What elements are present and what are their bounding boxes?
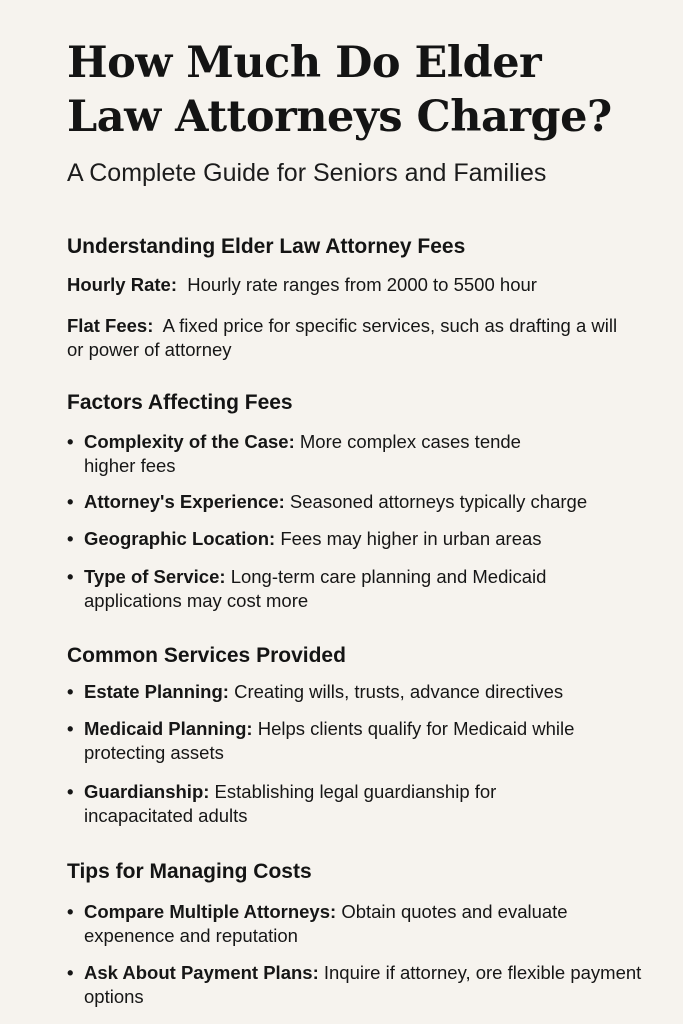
item-text: Helps clients qualify for Medicaid while protecting assets [84,718,575,763]
definition-term: Flat Fees: [67,315,154,336]
definition-flat-fees [67,314,623,362]
section-tips [67,859,655,885]
list-item [67,961,654,1009]
section-heading: Tips for Managing Costs [67,860,312,883]
item-text: Fees may higher in urban areas [280,528,542,549]
list-item [67,527,655,551]
item-term: Geographic Location: [84,528,276,549]
factors-list-2 [67,490,655,514]
bullet-icon: • [67,718,74,739]
bullet-icon: • [67,781,74,802]
services-list-3 [67,780,655,828]
section-heading: Factors Affecting Fees [67,391,293,414]
bullet-icon: • [67,431,74,452]
item-term: Compare Multiple Attorneys: [84,901,337,922]
item-term: Guardianship: [84,781,210,802]
page-subtitle: A Complete Guide for Seniors and Families [67,159,547,187]
section-heading: Common Services Provided [67,644,346,667]
list-item [67,717,584,765]
section-services [67,643,655,669]
item-text: Creating wills, trusts, advance directives [234,681,564,702]
list-item [67,900,654,948]
item-term: Attorney's Experience: [84,491,285,512]
services-list [67,680,655,704]
tips-list [67,900,655,948]
item-term: Ask About Payment Plans: [84,962,319,983]
section-factors [67,390,655,416]
item-term: Estate Planning: [84,681,229,702]
bullet-icon: • [67,681,74,702]
bullet-icon: • [67,491,74,512]
item-text: More complex cases tende higher fees [84,431,521,476]
item-text: Seasoned attorneys typically charge [289,491,588,512]
section-heading: Understanding Elder Law Attorney Fees [67,235,466,258]
definition-term: Hourly Rate: [67,274,177,295]
list-item [67,680,655,704]
item-text: Inquire if attorney, ore flexible payment options [84,962,642,1007]
list-item [67,490,655,514]
page-title: How Much Do Elder Law Attorneys Charge? [67,38,612,142]
factors-list-3 [67,527,655,551]
item-term: Type of Service: [84,566,226,587]
definition-text: A fixed price for specific services, such as drafting a will or power of attorney [67,315,618,360]
list-item [67,780,574,828]
factors-list [67,430,655,478]
definition-hourly-rate [67,273,655,297]
bullet-icon: • [67,528,74,549]
tips-list-2 [67,961,655,1009]
bullet-icon: • [67,901,74,922]
item-text: Establishing legal guardianship for incapacitated adults [84,781,497,826]
bullet-icon: • [67,566,74,587]
services-list-2 [67,717,655,765]
item-term: Medicaid Planning: [84,718,253,739]
list-item [67,430,574,478]
item-text: Obtain quotes and evaluate expenence and reputation [84,901,568,946]
definition-text: Hourly rate ranges from 2000 to 5500 hour [187,274,537,295]
list-item [67,565,644,613]
section-fees [67,234,655,260]
item-term: Complexity of the Case: [84,431,295,452]
factors-list-4 [67,565,655,613]
bullet-icon: • [67,962,74,983]
item-text: Long-term care planning and Medicaid applications may cost more [84,566,547,611]
